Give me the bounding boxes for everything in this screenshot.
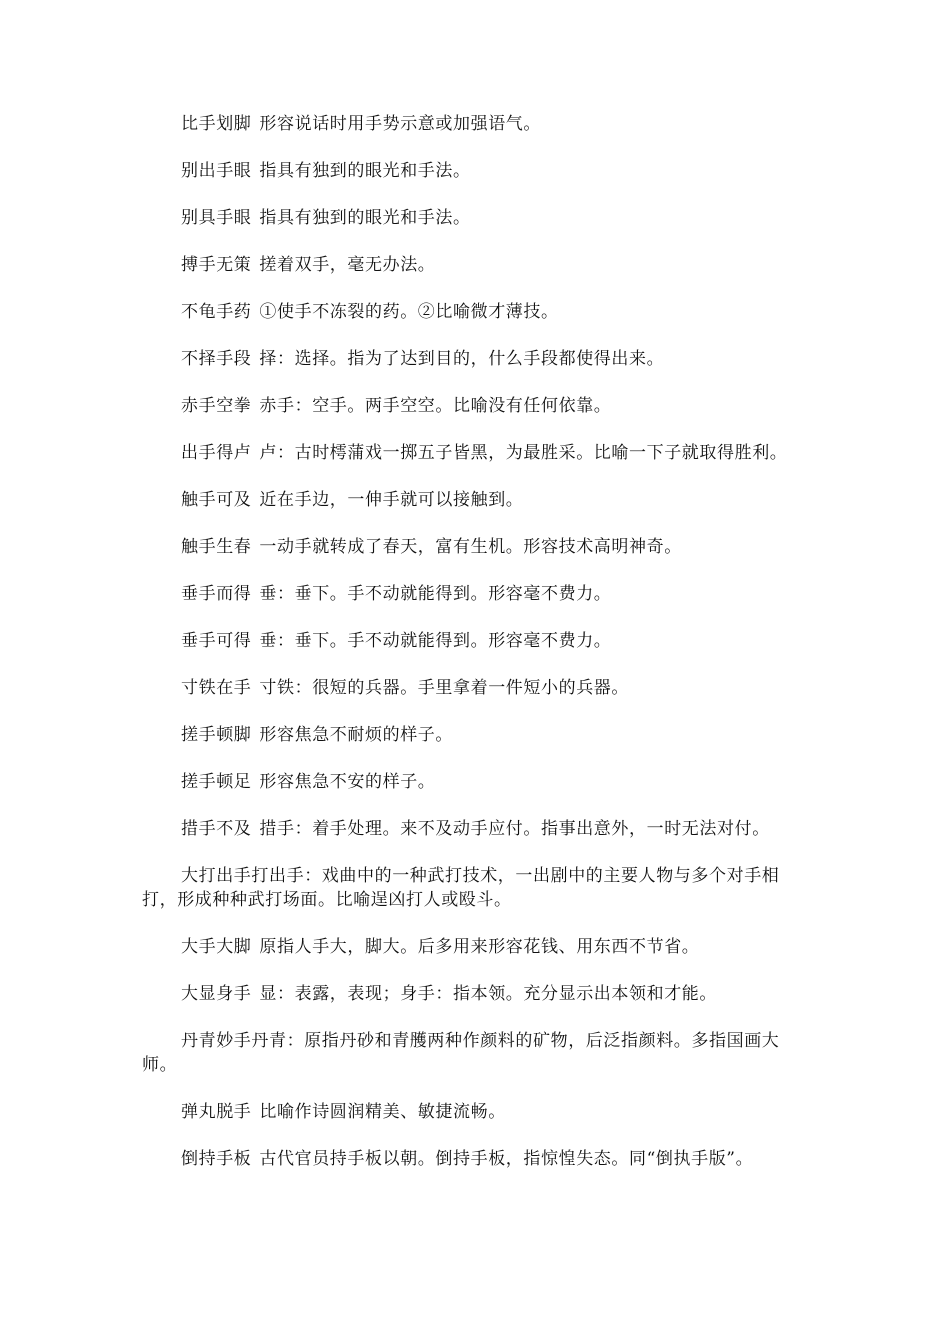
idiom-definition: ①使手不冻裂的药。②比喻微才薄技。 xyxy=(259,302,559,322)
idiom-definition: 赤手：空手。两手空空。比喻没有任何依靠。 xyxy=(259,396,612,416)
idiom-term: 不择手段 xyxy=(181,349,252,369)
idiom-entry xyxy=(142,817,810,841)
idiom-definition: 搓着双手，毫无办法。 xyxy=(259,255,436,275)
idiom-entry xyxy=(142,629,810,653)
idiom-term: 大打出手 xyxy=(181,866,252,886)
idiom-entry xyxy=(142,159,810,183)
idiom-entry xyxy=(142,935,810,959)
idiom-definition: 寸铁：很短的兵器。手里拿着一件短小的兵器。 xyxy=(259,678,630,698)
idiom-definition: 原指人手大，脚大。后多用来形容花钱、用东西不节省。 xyxy=(259,937,700,957)
idiom-entry xyxy=(142,723,810,747)
idiom-term: 触手可及 xyxy=(181,490,252,510)
idiom-entry xyxy=(142,770,810,794)
idiom-term: 不龟手药 xyxy=(181,302,252,322)
idiom-entry xyxy=(142,206,810,230)
idiom-entry xyxy=(142,535,810,559)
idiom-definition: 近在手边，一伸手就可以接触到。 xyxy=(259,490,524,510)
idiom-entry xyxy=(142,441,810,465)
idiom-definition: 显：表露，表现；身手：指本领。充分显示出本领和才能。 xyxy=(259,984,718,1004)
idiom-term: 别具手眼 xyxy=(181,208,252,228)
idiom-definition: 打出手：戏曲中的一种武打技术，一出剧中的主要人物与多个对手相打，形成种种武打场面。比喻逞凶打人或殴斗。 xyxy=(142,866,780,910)
idiom-term: 垂手可得 xyxy=(181,631,252,651)
idiom-term: 大手大脚 xyxy=(181,937,252,957)
idiom-entry xyxy=(142,347,810,371)
idiom-term: 倒持手板 xyxy=(181,1149,252,1169)
idiom-entry xyxy=(142,864,810,912)
idiom-term: 弹丸脱手 xyxy=(181,1102,252,1122)
idiom-term: 触手生春 xyxy=(181,537,252,557)
idiom-list xyxy=(142,112,810,1194)
idiom-term: 寸铁在手 xyxy=(181,678,252,698)
idiom-term: 搏手无策 xyxy=(181,255,252,275)
idiom-entry xyxy=(142,112,810,136)
idiom-term: 大显身手 xyxy=(181,984,252,1004)
idiom-definition: 垂：垂下。手不动就能得到。形容毫不费力。 xyxy=(259,584,612,604)
idiom-definition: 垂：垂下。手不动就能得到。形容毫不费力。 xyxy=(259,631,612,651)
idiom-entry xyxy=(142,676,810,700)
idiom-entry xyxy=(142,488,810,512)
idiom-definition: 形容焦急不耐烦的样子。 xyxy=(259,725,454,745)
idiom-entry xyxy=(142,1147,810,1171)
idiom-definition: 一动手就转成了春天，富有生机。形容技术高明神奇。 xyxy=(259,537,682,557)
idiom-entry xyxy=(142,1029,810,1077)
idiom-term: 措手不及 xyxy=(181,819,252,839)
idiom-term: 垂手而得 xyxy=(181,584,252,604)
idiom-entry xyxy=(142,982,810,1006)
idiom-definition: 措手：着手处理。来不及动手应付。指事出意外，一时无法对付。 xyxy=(259,819,770,839)
idiom-definition: 择：选择。指为了达到目的，什么手段都使得出来。 xyxy=(259,349,665,369)
idiom-definition: 古代官员持手板以朝。倒持手板，指惊惶失态。同“倒执手版”。 xyxy=(259,1149,754,1169)
idiom-definition: 形容焦急不安的样子。 xyxy=(259,772,436,792)
idiom-term: 丹青妙手 xyxy=(181,1031,252,1051)
idiom-term: 别出手眼 xyxy=(181,161,252,181)
idiom-definition: 比喻作诗圆润精美、敏捷流畅。 xyxy=(259,1102,506,1122)
idiom-entry xyxy=(142,253,810,277)
idiom-term: 赤手空拳 xyxy=(181,396,252,416)
idiom-definition: 指具有独到的眼光和手法。 xyxy=(259,208,471,228)
idiom-definition: 丹青：原指丹砂和青雘两种作颜料的矿物，后泛指颜料。多指国画大师。 xyxy=(142,1031,780,1075)
idiom-term: 搓手顿脚 xyxy=(181,725,252,745)
idiom-entry xyxy=(142,582,810,606)
idiom-term: 出手得卢 xyxy=(181,443,252,463)
idiom-entry xyxy=(142,300,810,324)
idiom-definition: 卢：古时樗蒲戏一掷五子皆黑，为最胜采。比喻一下子就取得胜利。 xyxy=(259,443,788,463)
idiom-definition: 指具有独到的眼光和手法。 xyxy=(259,161,471,181)
idiom-entry xyxy=(142,1100,810,1124)
idiom-term: 比手划脚 xyxy=(181,114,252,134)
idiom-definition: 形容说话时用手势示意或加强语气。 xyxy=(259,114,542,134)
idiom-term: 搓手顿足 xyxy=(181,772,252,792)
idiom-entry xyxy=(142,394,810,418)
